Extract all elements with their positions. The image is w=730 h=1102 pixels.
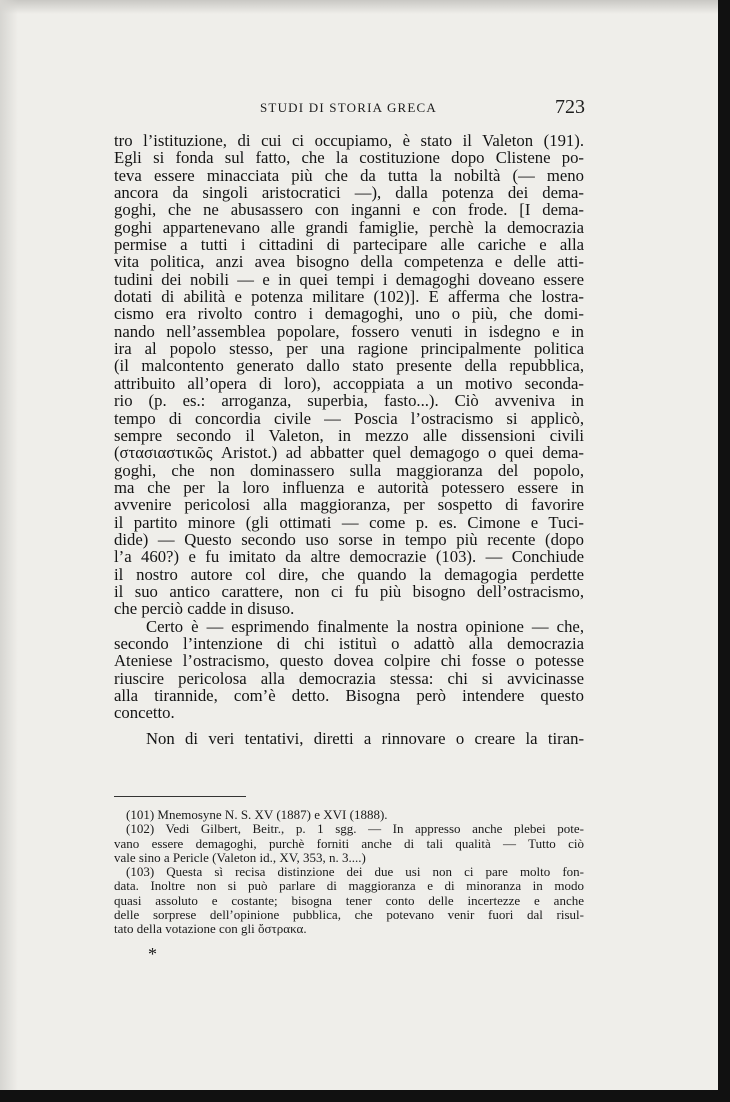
footnote-line: delle sorprese dell’opinione pubblica, che potevano venir fuori dal risul- — [114, 906, 584, 922]
text-line: Egli si fonda sul fatto, che la costituzione dopo Clistene po- — [114, 148, 584, 168]
text-line: attribuito all’opera di loro), accoppiata a un motivo seconda- — [114, 373, 584, 393]
footnote-line: quasi assoluto e costante; bisogna tener conto delle incertezze e anche — [114, 892, 584, 908]
text-line: riuscire pericolosa alla democrazia stessa: chi si avvicinasse — [114, 668, 584, 688]
footnote-line: (103) Questa sì recisa distinzione dei due usi non ci pare molto fon- — [126, 864, 584, 879]
page-number: 723 — [555, 96, 585, 118]
text-line: dide) — Questo secondo uso sorse in tempo più recente (dopo — [114, 529, 584, 549]
text-line: teva essere minacciata più che da tutta la nobiltà (— meno — [114, 165, 584, 185]
text-line: Ateniese l’ostracismo, questo dovea colpire chi fosse o potesse — [114, 651, 584, 671]
page-header — [117, 96, 585, 120]
text-line: ira al popolo stesso, per una ragione principalmente politica — [114, 339, 584, 359]
text-line: il nostro autore col dire, che quando la demagogia perdette — [114, 564, 584, 584]
text-line: sempre secondo il Valeton, in mezzo alle dissensioni civili — [114, 425, 584, 445]
text-line: Non di veri tentativi, diretti a rinnovare o creare la tiran- — [146, 728, 584, 748]
footnote-line: (101) Mnemosyne N. S. XV (1887) e XVI (1888). — [126, 807, 388, 822]
text-line: tempo di concordia civile — Poscia l’ostracismo si applicò, — [114, 408, 584, 428]
text-line: il partito minore (gli ottimati — come p. es. Cimone e Tuci- — [114, 512, 584, 532]
footnotes — [114, 808, 584, 936]
footnote-line: data. Inoltre non si può parlare di maggioranza e di minoranza in modo — [114, 878, 584, 894]
end-asterisk: * — [148, 944, 157, 964]
text-line: alla tirannide, com’è detto. Bisogna però intendere questo — [114, 686, 584, 705]
text-line: tudini dei nobili — e in quei tempi i demagoghi doveano essere — [114, 269, 584, 289]
text-line: concetto. — [114, 703, 175, 723]
text-line: (il malcontento generato dallo stato presente della repubblica, — [114, 356, 584, 376]
text-line: dotati di abilità e potenza militare (102)]. E afferma che lostra- — [114, 287, 584, 307]
text-line: goghi appartenevano alle grandi famiglie, perchè la democrazia — [114, 217, 584, 237]
text-line: goghi, che non dominassero sulla maggioranza del popolo, — [114, 460, 584, 480]
footnote-line: tato della votazione con gli ὄστρακα. — [114, 921, 307, 936]
text-line: che perciò cadde in disuso. — [114, 599, 295, 619]
text-line: rio (p. es.: arroganza, superbia, fasto...). Ciò avveniva in — [114, 391, 584, 411]
text-line: permise a tutti i cittadini di partecipare alle cariche e alla — [114, 235, 584, 255]
footnote-line: vano essere demagoghi, purchè forniti anche di tali qualità — Tutto ciò — [114, 835, 584, 851]
footnote-rule — [114, 796, 246, 797]
footnote-line: (102) Vedi Gilbert, Beitr., p. 1 sgg. — In appresso anche plebei pote- — [126, 821, 584, 837]
text-line: cismo era rivolto contro i demagoghi, uno o più, che domi- — [114, 304, 584, 324]
text-line: goghi, che ne abusassero con inganni e con frode. [I dema- — [114, 200, 584, 220]
text-line: secondo l’intenzione di chi istituì o adattò alla democrazia — [114, 633, 584, 653]
text-line: tro l’istituzione, di cui ci occupiamo, è stato il Valeton (191). — [114, 131, 584, 150]
footnote-line: vale sino a Pericle (Valeton id., XV, 353, n. 3....) — [114, 849, 366, 865]
text-line: Certo è — esprimendo finalmente la nostra opinione — che, — [146, 616, 584, 636]
running-title: STUDI DI STORIA GRECA — [260, 100, 437, 115]
text-line: avvenire pericolosi alla maggioranza, per sospetto di favorire — [114, 495, 584, 515]
text-line: vita politica, anzi avea bisogno della competenza e delle atti- — [114, 252, 584, 272]
text-line: l’a 460?) e fu imitato da altre democrazie (103). — Conchiude — [114, 547, 584, 567]
body-text — [114, 132, 584, 747]
text-line: ma che per la loro influenza e autorità potessero essere in — [114, 477, 584, 497]
text-line: il suo antico carattere, non ci fu più bisogno dell’ostracismo, — [114, 581, 584, 601]
text-line: (στασιαστικῶς Aristot.) ad abbatter quel demagogo o quei dema- — [114, 443, 584, 463]
text-line: nando nell’assemblea popolare, fossero venuti in isdegno e in — [114, 321, 584, 341]
text-line: ancora da singoli aristocratici —), dalla potenza dei dema- — [114, 183, 584, 203]
